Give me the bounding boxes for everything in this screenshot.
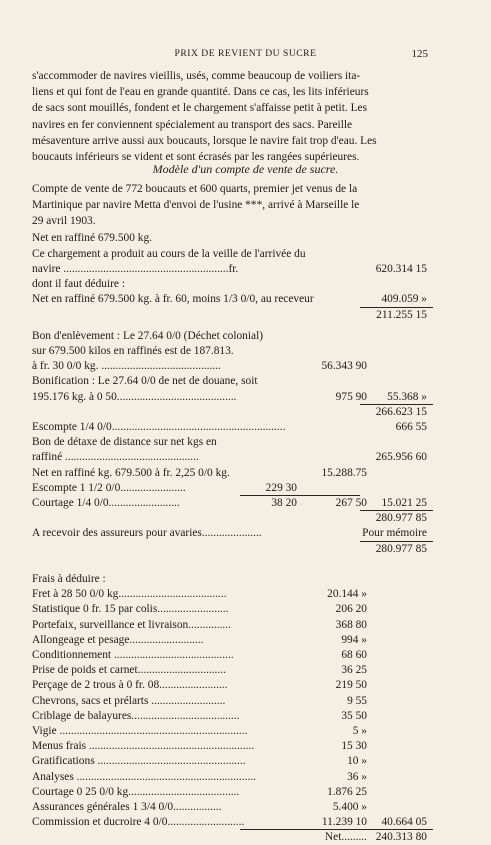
ledger-label: Menus frais .......................................................... — [32, 740, 255, 753]
ledger-label: Criblage de balayures...................................... — [32, 709, 240, 722]
ledger-amount-col2: 9 55 — [347, 694, 367, 707]
ledger-row — [32, 374, 432, 389]
ledger-row — [32, 511, 432, 526]
text-line: 29 avril 1903. — [32, 215, 96, 228]
ledger-label: Analyses ............................................................... — [32, 770, 257, 783]
ledger-amount-col3: 280.977 85 — [375, 512, 427, 525]
text-line: navires en fer conviennent spécialement au transport des sacs. Pareille — [32, 118, 353, 131]
ledger-amount-col2: 1.876 25 — [327, 785, 367, 798]
ledger-amount-col2: 219 50 — [335, 679, 367, 692]
ledger-row — [32, 262, 432, 277]
page-number: 125 — [411, 48, 428, 60]
ledger-row — [32, 405, 432, 420]
running-title: PRIX DE REVIENT DU SUCRE — [174, 48, 317, 59]
ledger-row — [32, 709, 432, 724]
ledger-label: Assurances générales 1 3/4 0/0................. — [32, 801, 222, 813]
ledger-amount-col2: 5.400 » — [332, 801, 367, 813]
ledger-label: Conditionnement .......................................... — [32, 649, 234, 661]
ledger-label: Perçage de 2 trous à 0 fr. 08........................ — [32, 679, 228, 692]
ledger-row — [32, 450, 432, 465]
ledger-label: raffiné ............................................... — [32, 451, 199, 464]
ledger-row — [32, 830, 432, 845]
ledger-row — [32, 633, 432, 648]
ledger-row — [32, 390, 432, 405]
ledger-amount-col2: Net......... — [324, 831, 367, 844]
ledger-label: Commission et ducroire 4 0/0........................... — [32, 816, 245, 829]
running-header — [0, 48, 491, 62]
ledger-amount-col2: 15 30 — [341, 740, 367, 753]
ledger-row — [32, 329, 432, 344]
ledger-amount-col2: 368 80 — [335, 618, 367, 631]
ledger-row — [32, 724, 432, 739]
total-rule — [360, 307, 433, 308]
text-line: s'accommoder de navires vieillis, usés, comme beaucoup de voiliers ita- — [32, 70, 361, 82]
ledger-row — [32, 557, 432, 572]
ledger-amount-col2: 36 » — [347, 770, 367, 783]
text-line: Compte de vente de 772 boucauts et 600 quarts, premier jet venus de la — [32, 183, 358, 195]
ledger-amount-col3: 280.977 85 — [375, 542, 427, 555]
ledger-amount-col2: 36 25 — [341, 664, 367, 677]
ledger-label: Escompte 1/4 0/0............................................................. — [32, 421, 286, 433]
ledger-row — [32, 292, 432, 307]
ledger-row — [32, 481, 432, 496]
ledger-row — [32, 308, 432, 323]
ledger-amount-col3: 15.021 25 — [381, 497, 427, 509]
ledger-row — [32, 770, 432, 785]
text-line: mésaventure arrive aussi aux boucauts, lorsque le navire fait trop d'eau. Les — [32, 134, 377, 147]
ledger-amount-col3: Pour mémoire — [362, 527, 427, 540]
ledger-amount-col2: 10 » — [347, 755, 367, 768]
ledger-label: navire ..........................................................fr. — [32, 263, 239, 275]
ledger-label: à fr. 30 0/0 kg. .......................................... — [32, 360, 221, 373]
total-rule — [360, 829, 433, 830]
ledger-amount-col2: 15.288.75 — [321, 466, 367, 479]
ledger-label: Gratifications .................................................... — [32, 755, 246, 768]
ledger-amount-col3: 409.059 » — [381, 293, 427, 306]
ledger-amount-col2: 267 50 — [335, 497, 367, 509]
text-line: liens et qui font de l'eau en grande quantité. Dans ce cas, les lits inférieurs — [32, 86, 369, 99]
ledger-row — [32, 277, 432, 292]
total-rule — [240, 495, 360, 496]
ledger-amount-col3: 55.368 » — [387, 390, 427, 403]
ledger-row — [32, 526, 432, 541]
ledger-amount-col2: 68 60 — [341, 649, 367, 661]
ledger-row — [32, 466, 432, 481]
ledger-amount-col3: 40.664 05 — [381, 816, 427, 829]
section-title: Modèle d'un compte de vente de sucre. — [152, 162, 339, 176]
text-line: boucauts inférieurs se vident et sont écrasés par les rangées supérieures. — [32, 150, 360, 163]
ledger-label: sur 679.500 kilos en raffinés est de 187.813. — [32, 345, 234, 357]
ledger-label: 195.176 kg. à 0 50.......................................... — [32, 390, 237, 403]
text-line: Net en raffiné 679.500 kg. — [32, 231, 152, 244]
ledger-label: Courtage 1/4 0/0......................... — [32, 497, 180, 509]
ledger-label: Vigie .................................................................. — [32, 725, 248, 737]
text-line: Martinique par navire Metta d'envoi de l'usine ***, arrivé à Marseille le — [32, 199, 360, 212]
total-rule — [360, 404, 433, 405]
ledger-row — [32, 678, 432, 693]
ledger-amount-col1: 38 20 — [271, 497, 297, 509]
ledger-amount-col3: 240.313 80 — [375, 831, 427, 844]
ledger-label: Net en raffiné 679.500 kg. à fr. 60, moins 1/3 0/0, au receveur — [32, 293, 314, 306]
ledger-row — [32, 496, 432, 511]
ledger-row — [32, 572, 432, 587]
ledger-label: Fret à 28 50 0/0 kg...................................... — [32, 588, 227, 601]
ledger-row — [32, 359, 432, 374]
ledger-label: A recevoir des assureurs pour avaries..................... — [32, 527, 262, 540]
ledger-label: Prise de poids et carnet............................... — [32, 664, 226, 677]
ledger-row — [32, 587, 432, 602]
ledger-row — [32, 420, 432, 435]
ledger-label: Frais à déduire : — [32, 573, 106, 585]
ledger-amount-col3: 265.956 60 — [375, 451, 427, 464]
ledger-row — [32, 663, 432, 678]
ledger-label: dont il faut déduire : — [32, 278, 125, 291]
text-line: Ce chargement a produit au cours de la veille de l'arrivée du — [32, 247, 306, 260]
ledger-amount-col3: 266.623 15 — [375, 405, 427, 418]
ledger-row — [32, 542, 432, 557]
ledger-label: Bon d'enlèvement : Le 27.64 0/0 (Déchet colonial) — [32, 329, 264, 342]
ledger-label: Bon de détaxe de distance sur net kgs en — [32, 436, 217, 449]
ledger-row — [32, 602, 432, 617]
ledger-row — [32, 815, 432, 830]
ledger-label: Portefaix, surveillance et livraison............... — [32, 618, 231, 631]
ledger-label: Statistique 0 fr. 15 par colis......................... — [32, 603, 229, 616]
ledger-row — [32, 618, 432, 633]
ledger-row — [32, 754, 432, 769]
ledger-amount-col3: 620.314 15 — [375, 263, 427, 275]
ledger-row — [32, 435, 432, 450]
ledger-label: Courtage 0 25 0/0 kg....................................... — [32, 785, 240, 798]
account-intro — [32, 181, 428, 262]
total-rule — [360, 510, 433, 511]
ledger-label: Escompte 1 1/2 0/0....................... — [32, 481, 186, 494]
total-rule — [360, 541, 433, 542]
ledger-amount-col2: 5 » — [352, 725, 367, 737]
ledger-amount-col2: 975 90 — [335, 390, 367, 403]
ledger-label: Bonification : Le 27.64 0/0 de net de douane, soit — [32, 375, 258, 388]
ledger-amount-col2: 11.239 10 — [321, 816, 367, 829]
ledger-row — [32, 648, 432, 663]
ledger-amount-col2: 206 20 — [335, 603, 367, 616]
ledger-amount-col3: 211.255 15 — [376, 308, 427, 321]
ledger-amount-col2: 35 50 — [341, 709, 367, 722]
text-line: de sacs sont mouillés, fondent et le chargement s'affaisse petit à petit. Les — [32, 102, 368, 115]
ledger-amount-col1: 229 30 — [265, 481, 297, 494]
intro-paragraph — [32, 68, 428, 165]
ledger-label: Chevrons, sacs et prélarts .......................... — [32, 694, 226, 707]
ledger-amount-col3: 666 55 — [395, 421, 427, 433]
ledger-row — [32, 344, 432, 359]
ledger-row — [32, 739, 432, 754]
ledger-amount-col2: 994 » — [341, 633, 367, 646]
ledger-amount-col2: 20.144 » — [327, 588, 367, 601]
ledger-label: Net en raffiné kg. 679.500 à fr. 2,25 0/0 kg. — [32, 466, 230, 479]
ledger-row — [32, 785, 432, 800]
ledger-amount-col2: 56.343 90 — [321, 360, 367, 373]
ledger-row — [32, 800, 432, 815]
ledger-row — [32, 694, 432, 709]
ledger-label: Allongeage et pesage.......................... — [32, 633, 204, 646]
total-rule — [240, 829, 360, 830]
